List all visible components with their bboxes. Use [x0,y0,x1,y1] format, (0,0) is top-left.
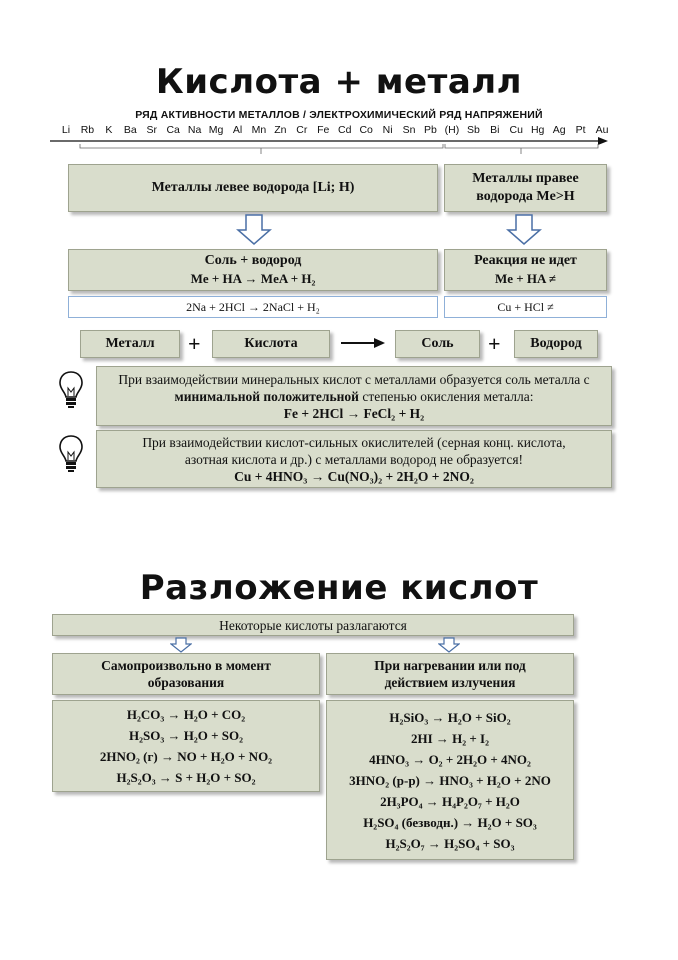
series-element: Pt [575,124,586,136]
scheme-acid: Кислота [212,330,330,358]
formula-line: H₂S₂O₇ → H₂SO₄ + SO₃ [385,835,515,851]
series-element: Ni [382,124,393,136]
formula-line: H₂SiO₃ → H₂O + SiO₂ [389,709,511,725]
note-min-oxidation: При взаимодействии минеральных кислот с металлами образуется соль металла с минимальной положительной степенью окисления металла: Fe + 2HCl → FeCl₂ + H₂ [96,366,612,426]
right-arrow-icon [340,336,386,350]
series-element: Cd [338,124,352,136]
spontaneous-header: Самопроизвольно в момент образования [52,653,320,695]
formula-line: 3HNO₂ (р-р) → HNO₃ + H₂O + 2NO [349,772,551,788]
series-element: Ba [123,124,137,136]
formula-line: 4HNO₃ → O₂ + 2H₂O + 4NO₂ [369,751,531,767]
scheme-salt: Соль [395,330,480,358]
left-metals-header: Металлы левее водорода [Li; H) [68,164,438,212]
formula-line: H₂SO₄ (безводн.) → H₂O + SO₃ [363,814,537,830]
series-element: Hg [530,124,545,136]
formula-line: H₂SO₃ → H₂O + SO₂ [128,728,244,743]
series-element: Mn [251,124,267,136]
note-oxidizing-acids: При взаимодействии кислот-сильных окислителей (серная конц. кислота, азотная кислота и др.) с металлами водород не образуется! Cu + 4HNO₃ → Cu(NO₃)₂ + 2H₂O + 2NO₂ [96,430,612,488]
scheme-metal: Металл [80,330,180,358]
series-element: Pb [424,124,437,136]
series-element: Sb [466,124,480,136]
lightbulb-icon [58,434,84,474]
series-element: Mg [208,124,224,136]
series-element: Au [595,124,609,136]
series-element: K [105,124,113,136]
series-element: Rb [80,124,95,136]
section2-title: Разложение кислот [139,568,539,608]
formula-line: 2HI → H₂ + I₂ [410,730,490,746]
heating-header: При нагревании или под действием излучения [326,653,574,695]
spontaneous-formulas [52,700,320,792]
series-element: Sn [402,124,416,136]
scheme-hydrogen: Водород [514,330,598,358]
down-arrow-icon [438,637,460,653]
scheme-plus: + [488,331,501,356]
activity-series-caption: РЯД АКТИВНОСТИ МЕТАЛЛОВ / ЭЛЕКТРОХИМИЧЕСКИЙ РЯД НАПРЯЖЕНИЙ [135,109,543,121]
series-element: Zn [274,124,287,136]
series-element: Cr [296,124,308,136]
formula-line: 2H₃PO₄ → H₄P₂O₇ + H₂O [380,793,520,809]
series-element: Li [61,124,71,136]
formula-line: H₂S₂O₃ → S + H₂O + SO₂ [116,770,256,785]
no-reaction-result: Реакция не идет Me + HA ≠ [444,249,607,291]
lightbulb-icon [58,370,84,410]
salt-hydrogen-result: Соль + водород Me + HA → MeA + H₂ [68,249,438,291]
decomposition-top-box: Некоторые кислоты разлагаются [52,614,574,636]
down-arrow-icon [170,637,192,653]
series-element: Fe [317,124,330,136]
formula-line: 2HNO₂ (г) → NO + H₂O + NO₂ [99,749,273,764]
down-arrow-icon [236,214,272,246]
activity-series-axis [50,134,610,162]
series-element: Cu [509,124,523,136]
down-arrow-icon [506,214,542,246]
series-element: Bi [490,124,500,136]
right-metals-header: Металлы правее водорода Me>H [444,164,607,212]
left-example: 2Na + 2HCl → 2NaCl + H₂ [68,296,438,318]
scheme-plus: + [188,331,201,356]
series-element: Ca [166,124,180,136]
series-element: Co [359,124,373,136]
series-element: Al [232,124,243,136]
heating-formulas [326,700,574,860]
right-example: Cu + HCl ≠ [444,296,607,318]
series-element: Ag [552,124,566,136]
section1-title: Кислота + металл [155,62,523,102]
series-element: Na [187,124,202,136]
series-element: Sr [146,124,157,136]
formula-line: H₂CO₃ → H₂O + CO₂ [126,707,246,722]
series-element: (H) [444,124,460,136]
